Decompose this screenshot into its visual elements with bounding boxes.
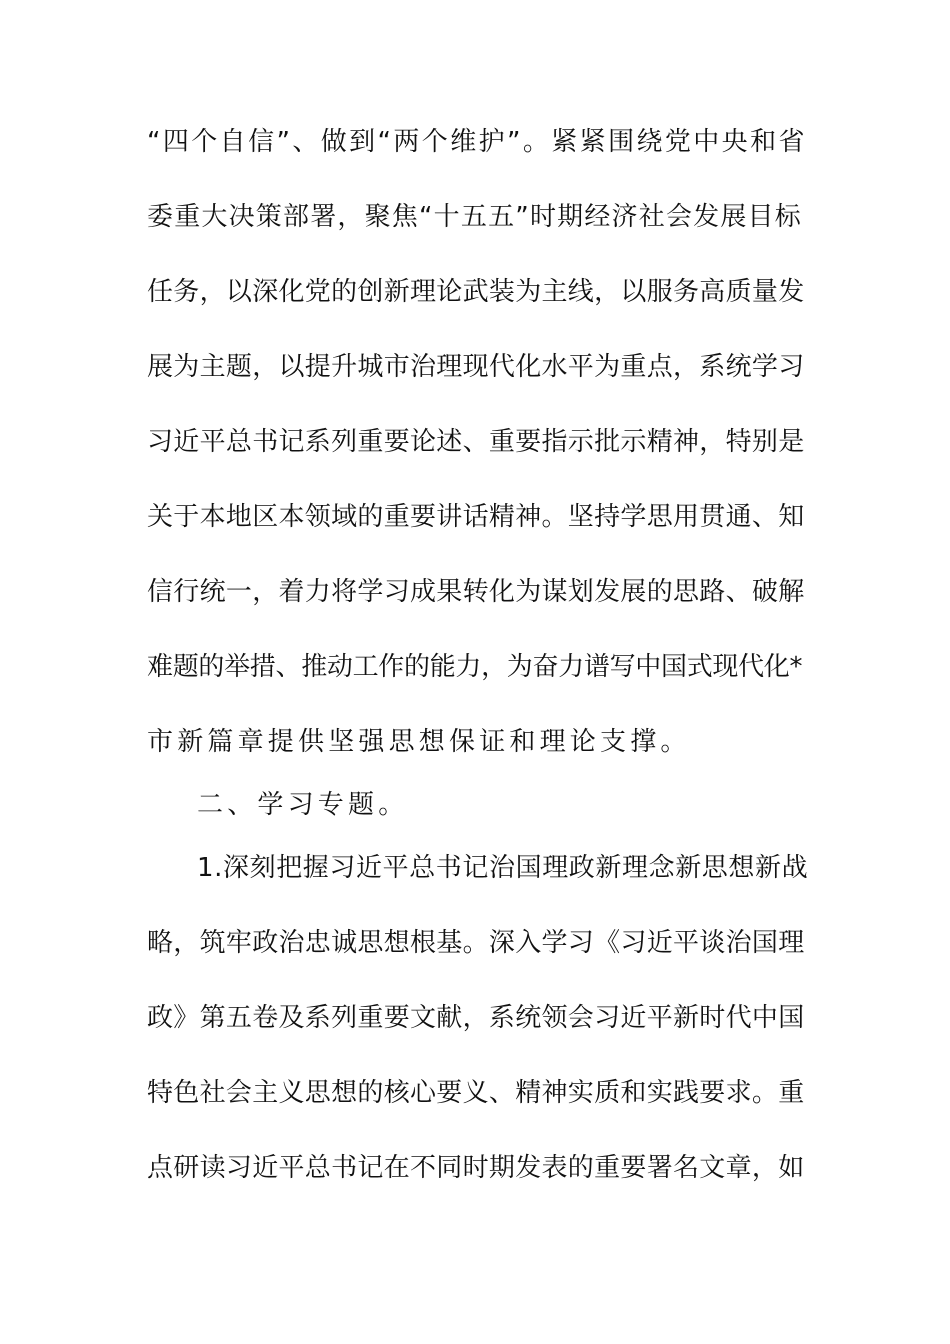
paragraph-line: 点研读习近平总书记在不同时期发表的重要署名文章，如 — [147, 1153, 805, 1183]
paragraph-line: 市新篇章提供坚强思想保证和理论支撑。 — [147, 727, 691, 757]
paragraph-line: “四个自信”、做到“两个维护”。紧紧围绕党中央和省 — [147, 127, 807, 157]
paragraph-line: 任务，以深化党的创新理论武装为主线，以服务高质量发 — [147, 277, 805, 307]
paragraph-line: 习近平总书记系列重要论述、重要指示批示精神，特别是 — [147, 427, 805, 457]
paragraph-line: 特色社会主义思想的核心要义、精神实质和实践要求。重 — [147, 1078, 805, 1108]
paragraph-line: 难题的举措、推动工作的能力，为奋力谱写中国式现代化* — [147, 652, 803, 682]
paragraph-line: 1.深刻把握习近平总书记治国理政新理念新思想新战 — [197, 853, 809, 883]
paragraph-line: 政》第五卷及系列重要文献，系统领会习近平新时代中国 — [147, 1003, 805, 1033]
paragraph-line: 信行统一，着力将学习成果转化为谋划发展的思路、破解 — [147, 577, 805, 607]
paragraph-line: 委重大决策部署，聚焦“十五五”时期经济社会发展目标 — [147, 202, 802, 232]
paragraph-line: 略，筑牢政治忠诚思想根基。深入学习《习近平谈治国理 — [147, 928, 805, 958]
paragraph-line: 关于本地区本领域的重要讲话精神。坚持学思用贯通、知 — [147, 502, 805, 532]
paragraph-line: 展为主题，以提升城市治理现代化水平为重点，系统学习 — [147, 352, 805, 382]
section-heading: 二、学习专题。 — [197, 790, 409, 820]
